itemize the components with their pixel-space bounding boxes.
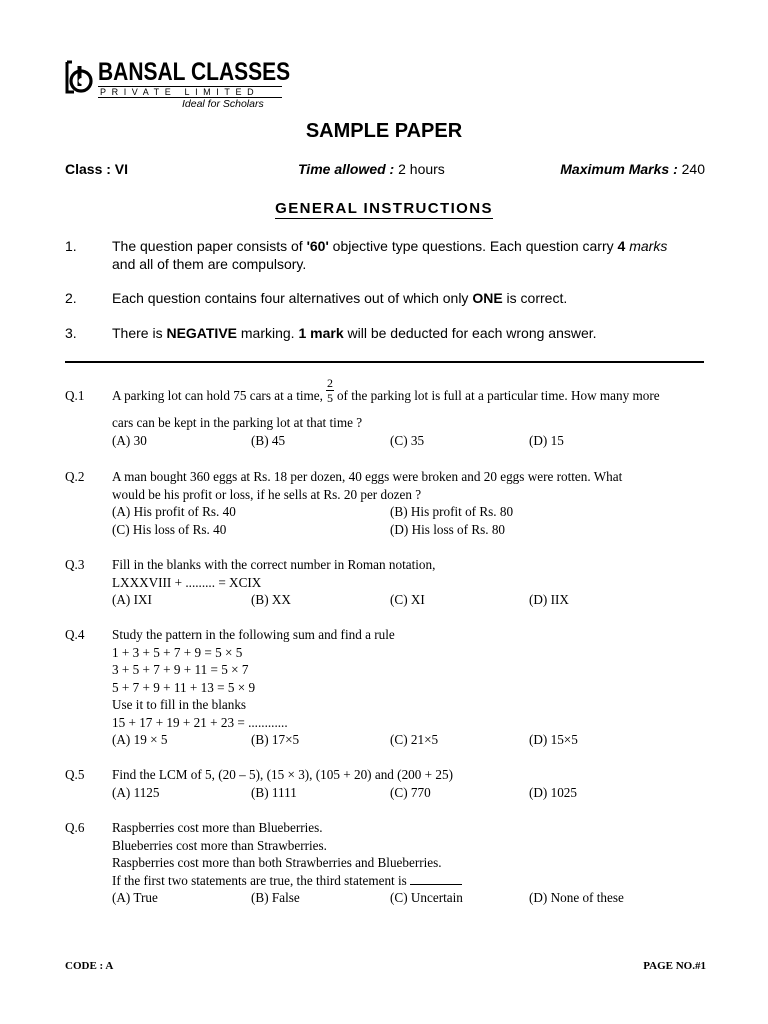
page-number: PAGE NO.#1 xyxy=(643,960,706,972)
option-d: (D) None of these xyxy=(529,890,624,905)
page-title: SAMPLE PAPER xyxy=(305,120,463,142)
answer-blank xyxy=(410,872,462,885)
option-a: (A) His profit of Rs. 40 xyxy=(112,504,236,519)
option-a: (A) 30 xyxy=(112,432,147,448)
options xyxy=(112,889,708,907)
option-b: (B) 17×5 xyxy=(251,732,300,747)
options-row-1 xyxy=(112,503,708,521)
options xyxy=(112,731,708,749)
option-a: (A) 1125 xyxy=(112,784,160,800)
time-allowed-value: 2 hours xyxy=(394,161,445,177)
option-d: (D) 15×5 xyxy=(529,732,578,747)
bansal-logo-icon xyxy=(64,60,94,94)
brand-logo xyxy=(64,60,294,112)
option-c: (C) 35 xyxy=(390,432,425,448)
option-b: (B) 45 xyxy=(251,432,286,448)
section-divider xyxy=(65,361,704,363)
class-label: Class : VI xyxy=(65,161,129,177)
option-a: (A) IXI xyxy=(112,592,152,607)
option-b: (B) His profit of Rs. 80 xyxy=(390,504,514,519)
time-allowed xyxy=(298,161,445,177)
brand-subtitle: PRIVATE LIMITED xyxy=(98,86,282,98)
brand-tagline: Ideal for Scholars xyxy=(182,98,264,110)
maximum-marks-label: Maximum Marks : xyxy=(560,161,678,177)
option-d: (D) 15 xyxy=(529,432,564,448)
options xyxy=(112,591,708,609)
option-c: (C) 770 xyxy=(390,784,431,800)
time-allowed-label: Time allowed : xyxy=(298,161,395,177)
option-d: (D) 1025 xyxy=(529,784,577,800)
options xyxy=(112,784,708,802)
option-b: (B) XX xyxy=(251,592,291,607)
exam-info-row xyxy=(65,161,705,181)
general-instructions-heading: GENERAL INSTRUCTIONS xyxy=(275,200,493,217)
fraction: $\frac{2}{5}$ xyxy=(326,376,333,406)
brand-name: BANSAL CLASSES xyxy=(98,58,291,86)
option-c: (C) His loss of Rs. 40 xyxy=(112,521,227,537)
options-row-2 xyxy=(112,521,708,539)
option-a: (A) True xyxy=(112,890,158,905)
option-d: (D) His loss of Rs. 80 xyxy=(390,521,506,537)
maximum-marks xyxy=(560,161,705,177)
options xyxy=(112,432,708,450)
option-b: (B) False xyxy=(251,890,300,905)
maximum-marks-value: 240 xyxy=(677,161,705,177)
option-b: (B) 1111 xyxy=(251,784,297,800)
option-d: (D) IIX xyxy=(529,592,569,607)
paper-code: CODE : A xyxy=(65,960,114,972)
option-a: (A) 19 × 5 xyxy=(112,732,168,747)
option-c: (C) Uncertain xyxy=(390,890,463,905)
option-c: (C) XI xyxy=(390,592,425,607)
option-c: (C) 21×5 xyxy=(390,732,439,747)
